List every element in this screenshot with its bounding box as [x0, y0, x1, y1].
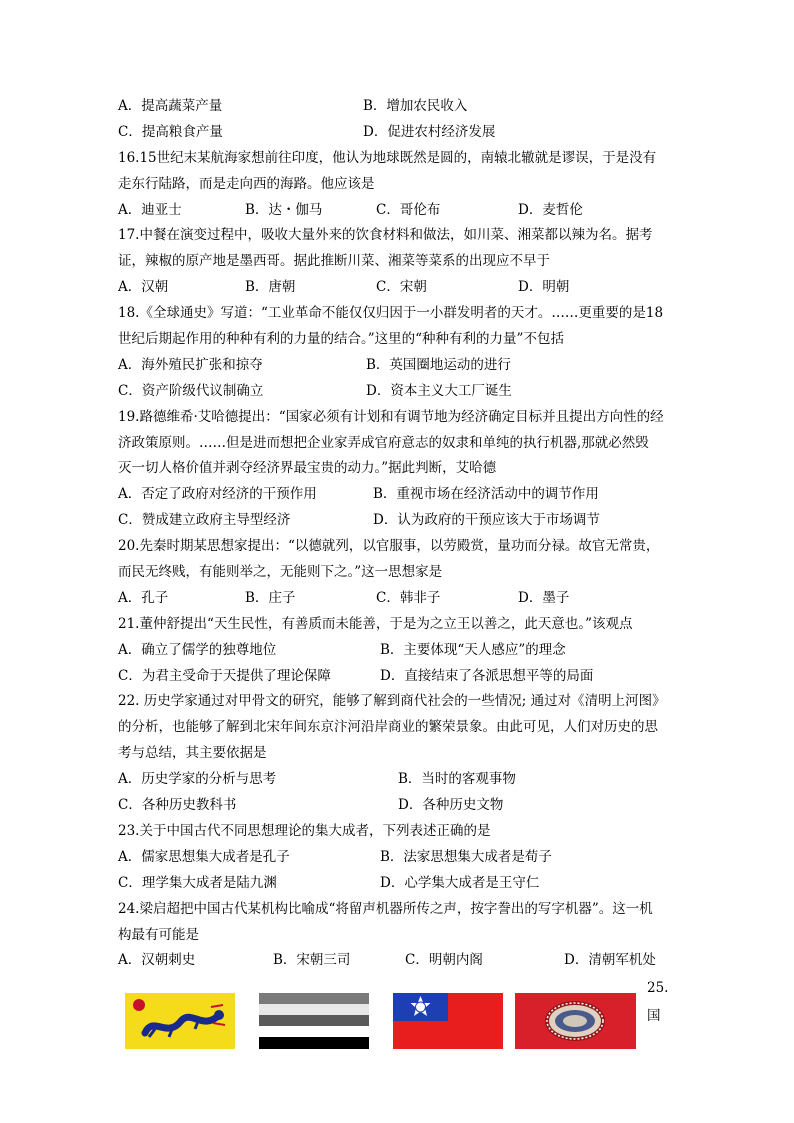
option-row [118, 120, 678, 146]
question-text-line: 而民无终贱，有能则举之，无能则下之。”这一思想家是 [118, 564, 443, 581]
answer-option: A．海外殖民扩张和掠夺 [118, 356, 263, 373]
option-row [118, 198, 678, 224]
flag-images [125, 993, 685, 1049]
answer-option: B．重视市场在经济活动中的调节作用 [373, 486, 599, 503]
blue-sky-white-sun-red-flag-icon [393, 993, 503, 1049]
answer-option: B．达・伽马 [245, 201, 323, 218]
option-row [118, 948, 678, 974]
question-text-line: 16.15世纪末某航海家想前往印度，他认为地球既然是圆的，南辕北辙就是谬误，于是没有 [118, 149, 657, 166]
question-text-line: 证，辣椒的原产地是墨西哥。据此推断川菜、湘菜等菜系的出现应不早于 [118, 253, 550, 270]
answer-option: A．迪亚士 [118, 201, 182, 218]
question-25-number: 25. [647, 980, 669, 996]
question-text-line: 构最有可能是 [118, 926, 199, 943]
five-color-stripes-flag-icon [259, 993, 369, 1049]
answer-option: A．孔子 [118, 589, 169, 606]
red-emblem-flag-icon [515, 993, 636, 1049]
answer-option: A．确立了儒学的独尊地位 [118, 641, 277, 658]
answer-option: D．各种历史文物 [398, 797, 504, 814]
answer-option: C．理学集大成者是陆九渊 [118, 874, 277, 891]
answer-option: C．各种历史教科书 [118, 797, 237, 814]
answer-option: B．增加农民收入 [363, 98, 468, 114]
answer-option: C．为君主受命于天提供了理论保障 [118, 667, 331, 684]
question-text-line: 21.董仲舒提出“天生民性，有善质而未能善，于是为之立王以善之，此天意也。”该观点 [118, 615, 633, 632]
answer-option: D．直接结束了各派思想平等的局面 [380, 667, 594, 684]
answer-option: D．墨子 [518, 589, 570, 606]
answer-option: B．宋朝三司 [273, 952, 351, 969]
answer-option: A．提高蔬菜产量 [118, 98, 223, 114]
option-row [118, 638, 678, 664]
answer-option: B．庄子 [245, 589, 296, 606]
question-text-line: 的分析，也能够了解到北宋年间东京汴河沿岸商业的繁荣景象。由此可见，人们对历史的思 [118, 719, 658, 736]
question-text-line: 考与总结，其主要依据是 [118, 745, 267, 762]
question-25-text: 国 [647, 1008, 661, 1024]
option-row [118, 586, 678, 612]
question-text-line: 23.关于中国古代不同思想理论的集大成者，下列表述正确的是 [118, 822, 491, 839]
answer-option: D．明朝 [518, 279, 570, 296]
answer-option: A．儒家思想集大成者是孔子 [118, 848, 290, 865]
option-row [118, 664, 678, 690]
option-row [118, 767, 678, 793]
question-text-line: 18.《全球通史》写道：“工业革命不能仅仅归因于一小群发明者的天才。……更重要的是18 [118, 305, 664, 322]
option-row [118, 845, 678, 871]
answer-option: D．资本主义大工厂诞生 [366, 382, 512, 399]
question-text-line: 24.梁启超把中国古代某机构比喻成“将留声机器所传之声，按字誊出的写字机器”。这一机 [118, 900, 653, 917]
option-row [118, 871, 678, 897]
answer-option: D．心学集大成者是王守仁 [380, 874, 540, 891]
answer-option: B．主要体现“天人感应”的理念 [380, 641, 566, 658]
yellow-dragon-flag-icon [125, 993, 235, 1049]
option-row [118, 482, 678, 508]
exam-page [118, 94, 678, 974]
answer-option: C．资产阶级代议制确立 [118, 382, 264, 399]
answer-option: B．唐朝 [245, 279, 296, 296]
answer-option: C．韩非子 [376, 589, 441, 606]
answer-option: D．清朝军机处 [564, 952, 656, 969]
answer-option: D．认为政府的干预应该大于市场调节 [373, 512, 600, 529]
question-text-line: 19.路德维希·艾哈德提出：“国家必须有计划和有调节地为经济确定目标并且提出方向性的经 [118, 408, 664, 425]
answer-option: D．麦哲伦 [518, 201, 583, 218]
question-text-line: 灭一切人格价值并剥夺经济界最宝贵的动力。”据此判断，艾哈德 [118, 460, 497, 477]
option-row [118, 353, 678, 379]
answer-option: A．历史学家的分析与思考 [118, 771, 277, 788]
option-row [118, 275, 678, 301]
answer-option: C．宋朝 [376, 279, 427, 296]
answer-option: C．哥伦布 [376, 201, 441, 218]
option-row [118, 379, 678, 405]
answer-option: C．赞成建立政府主导型经济 [118, 512, 291, 529]
question-text-line: 20.先秦时期某思想家提出：“以德就列，以官服事，以劳殿赏，量功而分禄。故官无常贵， [118, 538, 660, 555]
answer-option: A．汉朝刺史 [118, 952, 196, 969]
answer-option: A．否定了政府对经济的干预作用 [118, 486, 317, 503]
option-row [118, 508, 678, 534]
answer-option: D．促进农村经济发展 [363, 123, 496, 140]
question-text-line: 17.中餐在演变过程中，吸收大量外来的饮食材料和做法，如川菜、湘菜都以辣为名。据考 [118, 227, 653, 244]
question-text-line: 走东行陆路，而是走向西的海路。他应该是 [118, 175, 375, 192]
question-text-line: 世纪后期起作用的种种有利的力量的结合。”这里的“种种有利的力量”不包括 [118, 331, 564, 348]
option-row [118, 793, 678, 819]
answer-option: A．汉朝 [118, 279, 169, 296]
question-text-line: 22. 历史学家通过对甲骨文的研究，能够了解到商代社会的一些情况; 通过对《清明上河图》 [118, 693, 666, 710]
option-row [118, 94, 678, 120]
answer-option: B．法家思想集大成者是荀子 [380, 848, 552, 865]
answer-option: B．当时的客观事物 [398, 771, 516, 788]
answer-option: C．提高粮食产量 [118, 123, 223, 140]
answer-option: B．英国圈地运动的进行 [366, 356, 511, 373]
answer-option: C．明朝内阁 [405, 952, 483, 969]
question-text-line: 济政策原则。……但是进而想把企业家弄成官府意志的奴隶和单纯的执行机器,那就必然毁 [118, 434, 649, 451]
